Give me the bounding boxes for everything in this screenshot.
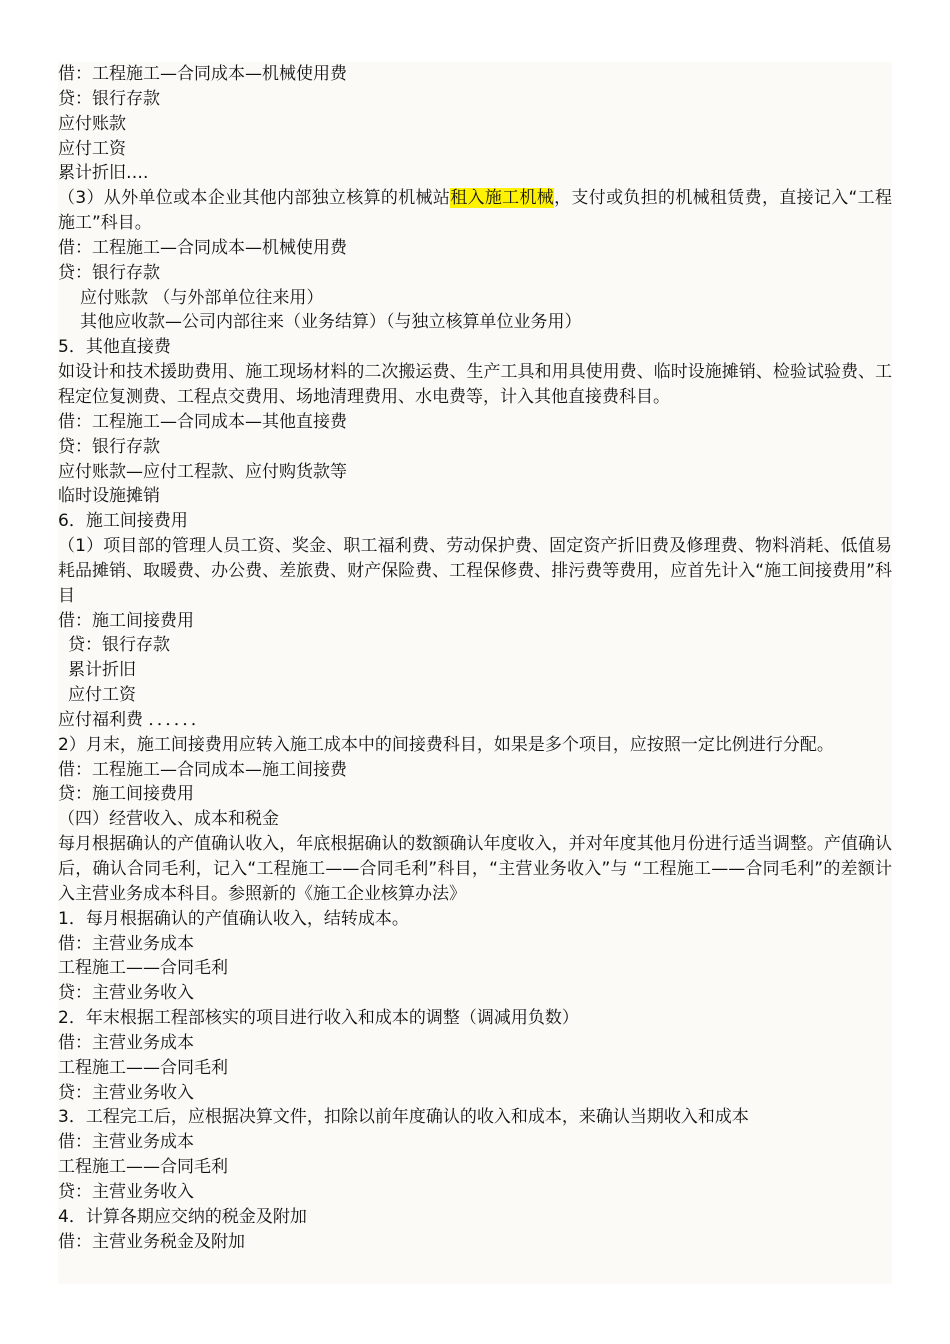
paragraph: 如设计和技术援助费用、施工现场材料的二次搬运费、生产工具和用具使用费、临时设施摊销、检验试验费、工程定位复测费、工程点交费用、场地清理费用、水电费等，计入其他直接费科目。 xyxy=(58,362,892,407)
paragraph-text: ，支付或负担的机械租赁费，直接记入“工程施工”科目。 xyxy=(58,188,892,234)
text-line: 借：工程施工—合同成本—机械使用费 xyxy=(58,64,347,84)
text-line: 累计折旧…. xyxy=(58,163,149,184)
text-line: 工程施工——合同毛利 xyxy=(58,958,228,979)
highlighted-text: 租入施工机械 xyxy=(450,188,555,209)
paragraph: （1）项目部的管理人员工资、奖金、职工福利费、劳动保护费、固定资产折旧费及修理费、物料消耗、低值易耗品摊销、取暖费、办公费、差旅费、财产保险费、工程保修费、排污费等费用，应首先计入“施工间接费用”科目 xyxy=(58,536,892,606)
paragraph: 每月根据确认的产值确认收入，年底根据确认的数额确认年度收入，并对年度其他月份进行适当调整。产值确认后，确认合同毛利，记入“工程施工——合同毛利”科目，“主营业务收入”与 “工程施工——合同毛利”的差额计入主营业务成本科目。参照新的《施工企业核算办法》 xyxy=(58,834,892,904)
text-line: 应付账款 xyxy=(58,113,126,134)
text-line: 贷：银行存款 xyxy=(58,436,160,457)
text-line: 贷：主营业务收入 xyxy=(58,1181,194,1202)
text-line: 借：施工间接费用 xyxy=(58,610,194,631)
section-heading: 6．施工间接费用 xyxy=(58,511,188,532)
text-line: 借：工程施工—合同成本—施工间接费 xyxy=(58,759,347,780)
text-line: 借：主营业务成本 xyxy=(58,1032,194,1053)
text-line: 应付账款—应付工程款、应付购货款等 xyxy=(58,461,347,482)
paragraph-text: （3）从外单位或本企业其他内部独立核算的机械站 xyxy=(58,188,451,209)
text-line: 临时设施摊销 xyxy=(58,486,160,507)
section-heading: （四）经营收入、成本和税金 xyxy=(58,809,279,830)
text-line: 应付账款 （与外部单位往来用） xyxy=(80,287,324,308)
text-line: 贷：施工间接费用 xyxy=(58,784,194,805)
text-line: 工程施工——合同毛利 xyxy=(58,1157,228,1178)
text-line: 贷：银行存款 xyxy=(58,88,160,109)
text-line: 借：工程施工—合同成本—机械使用费 xyxy=(58,237,347,258)
text-line: 贷：银行存款 xyxy=(68,635,170,656)
list-item: 3．工程完工后，应根据决算文件，扣除以前年度确认的收入和成本，来确认当期收入和成本 xyxy=(58,1107,749,1128)
text-line: 借：工程施工—合同成本—其他直接费 xyxy=(58,411,347,432)
paragraph-machinery-rental xyxy=(58,186,892,236)
document-text xyxy=(58,62,892,1255)
text-line: 借：主营业务成本 xyxy=(58,933,194,954)
section-heading: 5．其他直接费 xyxy=(58,337,171,358)
text-line: 应付福利费 ．．．．．． xyxy=(58,709,208,730)
text-line: 贷：主营业务收入 xyxy=(58,983,194,1004)
text-line: 应付工资 xyxy=(68,685,136,706)
text-line: 其他应收款—公司内部往来（业务结算）（与独立核算单位业务用） xyxy=(80,312,582,333)
list-item: 1．每月根据确认的产值确认收入，结转成本。 xyxy=(58,908,409,929)
list-item: 4．计算各期应交纳的税金及附加 xyxy=(58,1206,307,1227)
text-line: 贷：银行存款 xyxy=(58,262,160,283)
text-line: 贷：主营业务收入 xyxy=(58,1082,194,1103)
text-line: 应付工资 xyxy=(58,138,126,159)
text-line: 工程施工——合同毛利 xyxy=(58,1057,228,1078)
text-line: 累计折旧 xyxy=(68,660,136,681)
text-line: 借：主营业务成本 xyxy=(58,1132,194,1153)
paragraph: 2）月末，施工间接费用应转入施工成本中的间接费科目，如果是多个项目，应按照一定比例进行分配。 xyxy=(58,734,834,755)
text-line: 借：主营业务税金及附加 xyxy=(58,1231,245,1252)
list-item: 2．年末根据工程部核实的项目进行收入和成本的调整（调减用负数） xyxy=(58,1008,579,1029)
